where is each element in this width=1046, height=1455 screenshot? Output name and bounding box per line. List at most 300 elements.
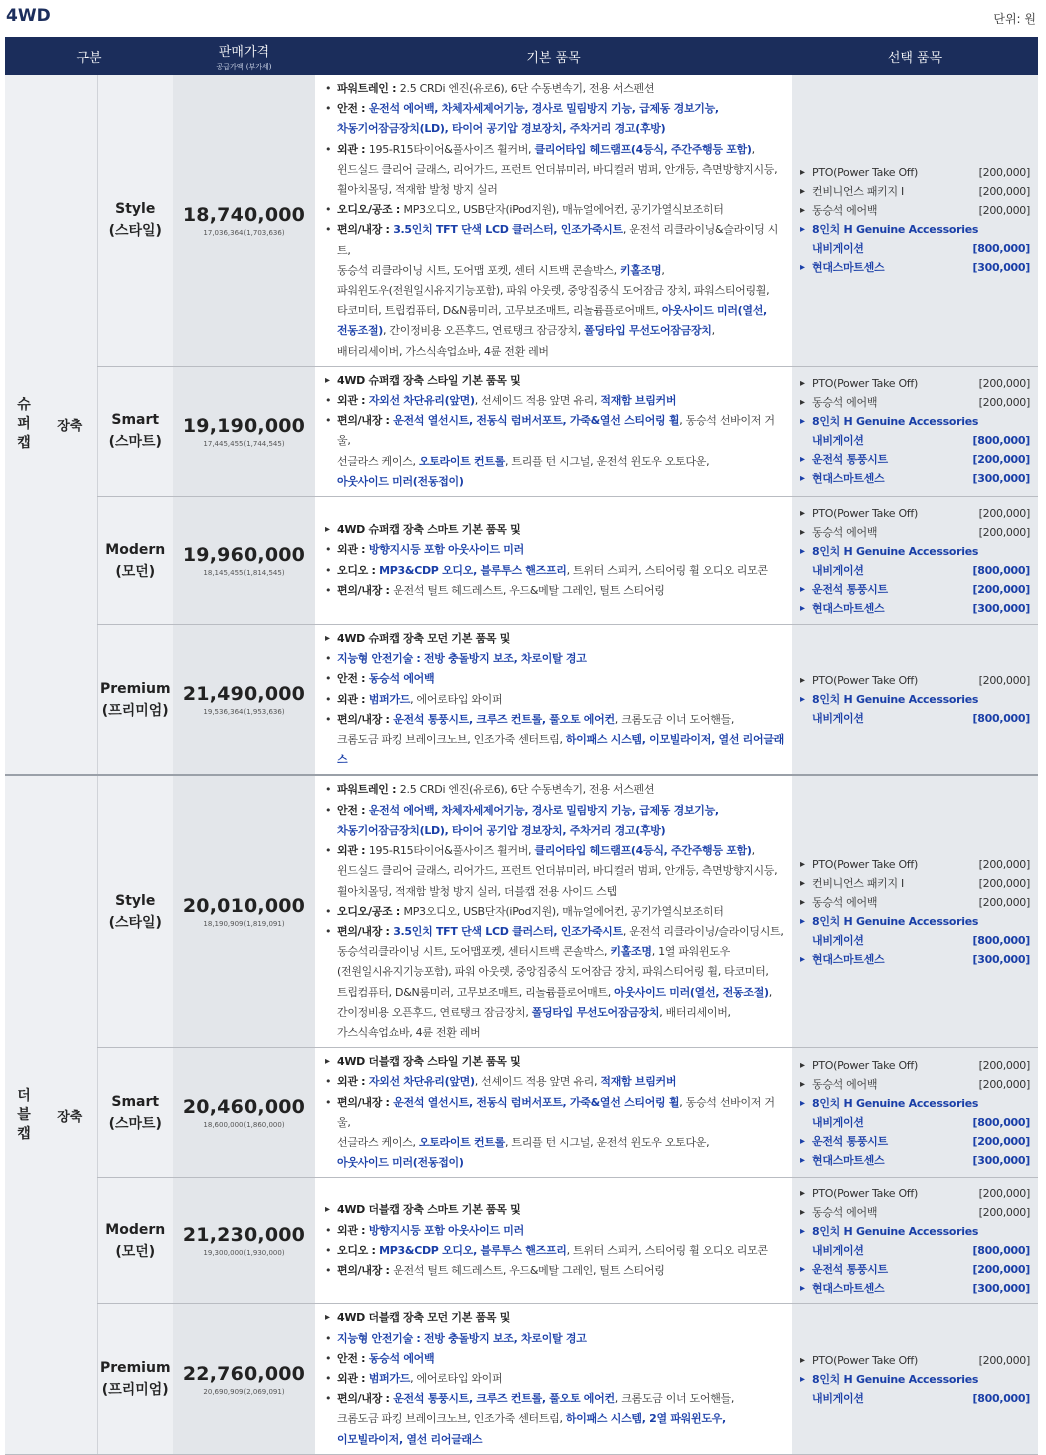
- option-name: 내비게이션: [812, 933, 864, 947]
- basic-item: [321, 1349, 786, 1369]
- item-text: 파워트레인 :: [337, 82, 400, 95]
- basic-items-list: [321, 780, 786, 1043]
- item-text: ,: [711, 324, 715, 338]
- item-text: 지능형 안전기술 : 전방 충돌방지 보조, 차로이탈 경고: [337, 652, 587, 666]
- item-text: 오토라이트 컨트롤: [418, 1135, 506, 1149]
- item-text: 적재함 브림커버: [600, 1075, 677, 1089]
- option-name: ▸ 동승석 에어백: [812, 895, 878, 909]
- basic-item: [321, 1261, 786, 1281]
- option-item: [800, 1260, 1030, 1279]
- option-name: ▸ 8인치 H Genuine Accessories: [812, 914, 979, 928]
- basic-items-cell: [315, 1178, 792, 1304]
- basic-item: [321, 669, 786, 689]
- option-name: ▸ 8인치 H Genuine Accessories: [812, 544, 979, 558]
- option-name: ▸ 8인치 H Genuine Accessories: [812, 1372, 979, 1386]
- item-text: , 트위터 스피커, 스티어링 휠 오디오 리모콘: [566, 563, 768, 577]
- item-text: 방향지시등 포함 아웃사이드 미러: [368, 1223, 524, 1237]
- basic-item: [321, 983, 786, 1003]
- item-text: MP3&CDP 오디오, 블루투스 핸즈프리: [379, 1243, 567, 1257]
- item-text: 적재함 브림커버: [600, 394, 677, 408]
- basic-item: [321, 391, 786, 411]
- options-list: [800, 1351, 1030, 1408]
- options-list: [800, 1184, 1030, 1298]
- supply-price: 19,300,000(1,930,000): [203, 1249, 285, 1258]
- basic-items-list: [321, 629, 786, 770]
- basic-item: [321, 321, 786, 341]
- option-price: [200,000]: [978, 396, 1030, 410]
- item-text: 클리어타입 헤드램프(4등식, 주간주행등 포함): [534, 844, 752, 858]
- item-text: 이모빌라이저, 열선 리어글래스: [337, 1432, 483, 1446]
- table-row: [5, 1304, 1038, 1454]
- basic-items-list: [321, 1308, 786, 1449]
- option-price: [800,000]: [972, 1115, 1030, 1129]
- header-options: 선택 품목: [792, 37, 1038, 75]
- item-text: MP3&CDP 오디오, 블루투스 핸즈프리: [379, 563, 567, 577]
- basic-item: [321, 371, 786, 391]
- basic-item: [321, 1003, 786, 1023]
- trim-name: Modern (모던): [97, 1178, 173, 1304]
- option-price: [200,000]: [978, 1186, 1030, 1200]
- basic-item: [321, 119, 786, 139]
- option-name: ▸ 현대스마트센스: [812, 472, 885, 486]
- item-text: 전동조절): [337, 324, 384, 338]
- option-item: [800, 599, 1030, 618]
- trim-name: Premium (프리미엄): [97, 625, 173, 776]
- item-text: 아웃사이드 미러(전동접이): [337, 474, 464, 488]
- item-text: 편의/내장 :: [337, 1264, 394, 1278]
- item-text: , 선셰이드 적용 앞면 유리,: [474, 1075, 601, 1089]
- option-item: [800, 220, 1030, 239]
- supply-price: 18,600,000(1,860,000): [203, 1121, 285, 1130]
- option-price: [200,000]: [972, 1262, 1030, 1276]
- option-item: [800, 1241, 1030, 1260]
- option-item: [800, 709, 1030, 728]
- option-item: [800, 393, 1030, 412]
- option-name: ▸ 8인치 H Genuine Accessories: [812, 223, 979, 237]
- price-cell: [173, 75, 315, 366]
- item-text: 휠아치몰딩, 적재함 발청 방지 실러: [337, 183, 498, 197]
- option-price: [800,000]: [972, 933, 1030, 947]
- basic-item: [321, 861, 786, 881]
- basic-item: [321, 79, 786, 99]
- supply-price: 17,036,364(1,703,636): [203, 228, 285, 237]
- item-text: , 동승석 선바이저 거울,: [337, 414, 775, 448]
- item-text: 안전 :: [337, 1351, 369, 1365]
- item-text: 크롬도금 파킹 브레이크노브, 인조가죽 센터트림,: [337, 733, 566, 747]
- item-text: 외관 :: [337, 1371, 369, 1385]
- wheelbase-cell: 장축: [43, 75, 97, 775]
- option-item: [800, 1075, 1030, 1094]
- basic-items-cell: [315, 366, 792, 496]
- item-text: 배터리세이버, 가스식쇽업쇼바, 4륜 전환 레버: [337, 344, 549, 358]
- item-text: , 운전석 리클라이닝&슬라이딩 시트,: [337, 223, 779, 257]
- item-text: 운전석 틸트 헤드레스트, 우드&메탈 그레인, 틸트 스티어링: [393, 1264, 665, 1278]
- basic-item: [321, 140, 786, 160]
- option-price: [300,000]: [972, 1281, 1030, 1295]
- basic-item: [321, 411, 786, 451]
- option-name: ▸ 8인치 H Genuine Accessories: [812, 693, 979, 707]
- option-name: ▸ 현대스마트센스: [812, 601, 885, 615]
- basic-items-list: [321, 1200, 786, 1281]
- option-item: [800, 258, 1030, 277]
- option-item: [800, 671, 1030, 690]
- basic-item: [321, 801, 786, 821]
- sale-price: 20,460,000: [182, 1096, 306, 1119]
- sale-price: 19,190,000: [182, 414, 306, 437]
- basic-item: [321, 922, 786, 942]
- item-text: 오디오 :: [337, 563, 380, 577]
- table-row: [5, 1178, 1038, 1304]
- item-text: 4WD 더블캡 장축 모던 기본 품목 및: [337, 1311, 511, 1325]
- option-item: [800, 504, 1030, 523]
- option-item: [800, 1113, 1030, 1132]
- item-text: , 에어로타입 와이퍼: [410, 692, 503, 706]
- basic-items-cell: [315, 775, 792, 1047]
- basic-items-list: [321, 79, 786, 362]
- item-text: 하이패스 시스템, 2열 파워윈도우,: [565, 1412, 726, 1426]
- basic-item: [321, 942, 786, 962]
- sale-price: 21,230,000: [182, 1224, 306, 1247]
- option-item: [800, 542, 1030, 561]
- option-name: ▸ PTO(Power Take Off): [812, 377, 918, 391]
- basic-item: [321, 180, 786, 200]
- options-cell: [792, 366, 1038, 496]
- item-text: , 운전석 리클라이닝/슬라이딩시트,: [622, 924, 784, 938]
- supply-price: 17,445,455(1,744,545): [203, 439, 285, 448]
- price-cell: [173, 775, 315, 1047]
- item-text: 키홀조명: [610, 945, 652, 959]
- option-name: ▸ 8인치 H Genuine Accessories: [812, 415, 979, 429]
- basic-item: [321, 821, 786, 841]
- header-basic: 기본 품목: [315, 37, 792, 75]
- item-text: 195-R15타이어&풀사이즈 휠커버,: [368, 844, 535, 858]
- item-text: ,: [751, 844, 755, 858]
- item-text: 편의/내장 :: [337, 924, 394, 938]
- option-price: [200,000]: [978, 377, 1030, 391]
- basic-item: [321, 1430, 786, 1450]
- option-name: ▸ 컨비니언스 패키지 I: [812, 185, 904, 199]
- basic-item: [321, 629, 786, 649]
- trim-name: Premium (프리미엄): [97, 1304, 173, 1454]
- item-text: 동승석 에어백: [368, 672, 435, 686]
- basic-item: [321, 649, 786, 669]
- item-text: 2.5 CRDi 엔진(유로6), 6단 수동변속기, 전용 서스펜션: [399, 82, 655, 95]
- option-price: [200,000]: [978, 204, 1030, 218]
- item-text: 안전 :: [337, 102, 369, 116]
- option-name: ▸ 동승석 에어백: [812, 525, 878, 539]
- option-price: [200,000]: [978, 857, 1030, 871]
- option-item: [800, 580, 1030, 599]
- option-price: [800,000]: [972, 434, 1030, 448]
- option-name: ▸ 8인치 H Genuine Accessories: [812, 1096, 979, 1110]
- basic-items-cell: [315, 625, 792, 776]
- options-cell: [792, 75, 1038, 366]
- item-text: , 동승석 선바이저 거울,: [337, 1095, 775, 1129]
- basic-item: [321, 452, 786, 472]
- price-cell: [173, 1304, 315, 1454]
- item-text: 4WD 슈퍼캡 장축 스타일 기본 품목 및: [337, 373, 521, 387]
- option-item: [800, 374, 1030, 393]
- item-text: 폴딩타입 무선도어잠금장치: [584, 324, 712, 338]
- item-text: 외관 :: [337, 1075, 369, 1089]
- item-text: 오디오/공조 :: [337, 203, 404, 217]
- options-list: [800, 163, 1030, 277]
- supply-price: 19,536,364(1,953,636): [203, 708, 285, 717]
- basic-item: [321, 261, 786, 281]
- options-list: [800, 1056, 1030, 1170]
- table-row: [5, 366, 1038, 496]
- table-row: [5, 1048, 1038, 1178]
- item-text: 운전석 통풍시트, 크루즈 컨트롤, 풀오토 에어컨: [393, 712, 615, 726]
- item-text: 편의/내장 :: [337, 1392, 394, 1406]
- item-text: 운전석 에어백, 차체자세제어기능, 경사로 밀림방지 기능, 급제동 경보기능,: [368, 803, 719, 817]
- basic-item: [321, 1369, 786, 1389]
- item-text: 파워윈도우(전원일시유지기능포함), 파워 아웃렛, 중앙집중식 도어잠금 장치, 파워스티어링휠,: [337, 284, 770, 298]
- item-text: 동승석 에어백: [368, 1351, 435, 1365]
- item-text: 외관 :: [337, 1223, 369, 1237]
- option-price: [200,000]: [978, 674, 1030, 688]
- option-item: [800, 412, 1030, 431]
- option-item: [800, 690, 1030, 709]
- option-name: ▸ PTO(Power Take Off): [812, 506, 918, 520]
- option-price: [800,000]: [972, 1243, 1030, 1257]
- item-text: 범퍼가드: [368, 1371, 411, 1385]
- options-list: [800, 855, 1030, 969]
- options-cell: [792, 625, 1038, 776]
- item-text: 편의/내장 :: [337, 223, 394, 237]
- item-text: 차동기어잠금장치(LD), 타이어 공기압 경보장치, 주차거리 경고(후방): [337, 823, 666, 837]
- option-name: ▸ PTO(Power Take Off): [812, 1186, 918, 1200]
- basic-item: [321, 520, 786, 540]
- table-row: [5, 625, 1038, 776]
- header-price-label: 판매가격: [218, 44, 270, 60]
- option-name: ▸ 운전석 통풍시트: [812, 1134, 888, 1148]
- option-item: [800, 523, 1030, 542]
- option-item: [800, 1056, 1030, 1075]
- option-item: [800, 450, 1030, 469]
- basic-items-list: [321, 520, 786, 601]
- basic-item: [321, 690, 786, 710]
- option-item: [800, 561, 1030, 580]
- option-item: [800, 469, 1030, 488]
- option-name: ▸ PTO(Power Take Off): [812, 1058, 918, 1072]
- option-item: [800, 950, 1030, 969]
- basic-item: [321, 99, 786, 119]
- options-cell: [792, 497, 1038, 625]
- item-text: 운전석 통풍시트, 크루즈 컨트롤, 풀오토 에어컨: [393, 1392, 615, 1406]
- trim-name: Modern (모던): [97, 497, 173, 625]
- item-text: 4WD 더블캡 장축 스마트 기본 품목 및: [337, 1203, 521, 1217]
- item-text: 동승석리클라이닝 시트, 도어맵포켓, 센터시트백 콘솔박스,: [337, 945, 611, 959]
- header-category: 구분: [5, 37, 173, 75]
- basic-item: [321, 962, 786, 982]
- item-text: , 트리플 턴 시그널, 운전석 윈도우 오토다운,: [505, 1135, 710, 1149]
- basic-item: [321, 1023, 786, 1043]
- sale-price: 22,760,000: [182, 1362, 306, 1385]
- option-name: ▸ 8인치 H Genuine Accessories: [812, 1224, 979, 1238]
- sale-price: 21,490,000: [182, 683, 306, 706]
- option-price: [200,000]: [978, 525, 1030, 539]
- option-price: [300,000]: [972, 601, 1030, 615]
- basic-item: [321, 710, 786, 730]
- option-price: [800,000]: [972, 712, 1030, 726]
- options-cell: [792, 775, 1038, 1047]
- header-price: [173, 37, 315, 75]
- item-text: 자외선 차단유리(앞면): [368, 394, 475, 408]
- option-price: [200,000]: [978, 506, 1030, 520]
- option-price: [200,000]: [978, 1205, 1030, 1219]
- item-text: 폴딩타입 무선도어잠금장치: [531, 1005, 660, 1019]
- option-price: [800,000]: [972, 1391, 1030, 1405]
- item-text: 아웃사이드 미러(열선, 전동조절): [614, 985, 769, 999]
- item-text: 윈드실드 클리어 글래스, 리어가드, 프런트 언더뷰미러, 바디컬러 범퍼, 안개등, 측면방향지시등,: [337, 864, 778, 878]
- item-text: 범퍼가드: [368, 692, 411, 706]
- item-text: 4WD 슈퍼캡 장축 스마트 기본 품목 및: [337, 523, 521, 537]
- option-item: [800, 1094, 1030, 1113]
- option-item: [800, 1279, 1030, 1298]
- option-price: [300,000]: [972, 261, 1030, 275]
- basic-item: [321, 1409, 786, 1429]
- options-cell: [792, 1304, 1038, 1454]
- item-text: 3.5인치 TFT 단색 LCD 클러스터, 인조가죽시트: [393, 924, 623, 938]
- option-item: [800, 1184, 1030, 1203]
- item-text: 외관 :: [337, 844, 369, 858]
- table-row: [5, 775, 1038, 1047]
- item-text: 안전 :: [337, 672, 369, 686]
- item-text: 4WD 더블캡 장축 스타일 기본 품목 및: [337, 1055, 521, 1069]
- basic-item: [321, 281, 786, 301]
- sale-price: 18,740,000: [182, 203, 306, 226]
- option-name: ▸ 동승석 에어백: [812, 204, 878, 218]
- options-list: [800, 374, 1030, 488]
- option-name: 내비게이션: [812, 434, 864, 448]
- option-price: [200,000]: [972, 453, 1030, 467]
- option-name: ▸ 운전석 통풍시트: [812, 582, 888, 596]
- basic-item: [321, 1221, 786, 1241]
- item-text: 간이정비용 오픈후드, 연료탱크 잠금장치,: [337, 1005, 532, 1019]
- option-price: [200,000]: [972, 1134, 1030, 1148]
- option-price: [200,000]: [972, 582, 1030, 596]
- option-item: [800, 239, 1030, 258]
- wheelbase-cell: 장축: [43, 775, 97, 1454]
- basic-item: [321, 220, 786, 260]
- basic-item: [321, 1389, 786, 1409]
- option-price: [200,000]: [978, 166, 1030, 180]
- option-price: [300,000]: [972, 952, 1030, 966]
- basic-item: [321, 1093, 786, 1133]
- item-text: 편의/내장 :: [337, 414, 394, 428]
- item-text: , 배터리세이버,: [659, 1005, 731, 1019]
- option-price: [800,000]: [972, 563, 1030, 577]
- option-name: ▸ PTO(Power Take Off): [812, 857, 918, 871]
- option-price: [200,000]: [978, 185, 1030, 199]
- option-name: ▸ PTO(Power Take Off): [812, 674, 918, 688]
- price-cell: [173, 497, 315, 625]
- supply-price: 18,145,455(1,814,545): [203, 569, 285, 578]
- basic-item: [321, 841, 786, 861]
- item-text: 편의/내장 :: [337, 583, 394, 597]
- basic-item: [321, 301, 786, 321]
- item-text: , 1열 파워윈도우: [651, 945, 730, 959]
- option-name: ▸ 현대스마트센스: [812, 1281, 885, 1295]
- supply-price: 20,690,909(2,069,091): [203, 1387, 285, 1396]
- item-text: 동승석 리클라이닝 시트, 도어맵 포켓, 센터 시트백 콘솔박스,: [337, 263, 620, 277]
- option-item: [800, 1132, 1030, 1151]
- item-text: MP3오디오, USB단자(iPod지원), 매뉴얼에어컨, 공기가열식보조히터: [403, 904, 724, 918]
- basic-item: [321, 882, 786, 902]
- item-text: 가스식쇽업쇼바, 4륜 전환 레버: [337, 1025, 481, 1039]
- basic-item: [321, 1052, 786, 1072]
- option-item: [800, 163, 1030, 182]
- cab-type-cell: 더 블 캡: [5, 775, 43, 1454]
- trim-name: Style (스타일): [97, 775, 173, 1047]
- price-cell: [173, 1178, 315, 1304]
- sale-price: 20,010,000: [182, 895, 306, 918]
- option-price: [200,000]: [978, 1353, 1030, 1367]
- option-item: [800, 893, 1030, 912]
- item-text: 외관 :: [337, 394, 369, 408]
- basic-item: [321, 902, 786, 922]
- basic-item: [321, 1072, 786, 1092]
- item-text: 운전석 열선시트, 전동식 럼버서포트, 가죽&열선 스티어링 휠: [393, 1095, 680, 1109]
- option-item: [800, 201, 1030, 220]
- option-item: [800, 912, 1030, 931]
- page-title: 4WD: [6, 6, 51, 26]
- table-row: [5, 75, 1038, 366]
- item-text: , 선셰이드 적용 앞면 유리,: [474, 394, 601, 408]
- basic-item: [321, 200, 786, 220]
- item-text: 편의/내장 :: [337, 1095, 394, 1109]
- item-text: 키홀조명: [620, 263, 662, 277]
- price-cell: [173, 366, 315, 496]
- item-text: 외관 :: [337, 692, 369, 706]
- option-price: [300,000]: [972, 1153, 1030, 1167]
- item-text: 2.5 CRDi 엔진(유로6), 6단 수동변속기, 전용 서스펜션: [399, 783, 655, 797]
- item-text: 오디오/공조 :: [337, 904, 404, 918]
- option-item: [800, 874, 1030, 893]
- basic-items-list: [321, 1052, 786, 1173]
- item-text: 아웃사이드 미러(열선,: [661, 304, 767, 318]
- table-header-row: [5, 37, 1038, 75]
- item-text: 선글라스 케이스,: [337, 1135, 419, 1149]
- basic-item: [321, 540, 786, 560]
- option-item: [800, 1389, 1030, 1408]
- item-text: 자외선 차단유리(앞면): [368, 1075, 475, 1089]
- option-name: 내비게이션: [812, 1391, 864, 1405]
- option-name: ▸ 현대스마트센스: [812, 1153, 885, 1167]
- option-name: 내비게이션: [812, 1243, 864, 1257]
- item-text: 4WD 슈퍼캡 장축 모던 기본 품목 및: [337, 632, 511, 646]
- basic-item: [321, 1153, 786, 1173]
- table-row: [5, 497, 1038, 625]
- option-name: 내비게이션: [812, 712, 864, 726]
- option-name: ▸ 현대스마트센스: [812, 952, 885, 966]
- option-name: ▸ 동승석 에어백: [812, 396, 878, 410]
- item-text: 3.5인치 TFT 단색 LCD 클러스터, 인조가죽시트: [393, 223, 623, 237]
- basic-item: [321, 472, 786, 492]
- item-text: 파워트레인 :: [337, 783, 400, 797]
- options-list: [800, 671, 1030, 728]
- option-price: [200,000]: [978, 1077, 1030, 1091]
- item-text: (전원일시유지기능포함), 파워 아웃렛, 중앙집중식 도어잠금 장치, 파워스티어링 휠, 타코미터,: [337, 965, 769, 979]
- item-text: 클리어타입 헤드램프(4등식, 주간주행등 포함): [534, 142, 752, 156]
- basic-item: [321, 160, 786, 180]
- item-text: , 트리플 턴 시그널, 운전석 윈도우 오토다운,: [505, 454, 710, 468]
- basic-items-cell: [315, 497, 792, 625]
- trim-name: Smart (스마트): [97, 366, 173, 496]
- item-text: 크롬도금 파킹 브레이크노브, 인조가죽 센터트림,: [337, 1412, 566, 1426]
- item-text: , 에어로타입 와이퍼: [410, 1371, 503, 1385]
